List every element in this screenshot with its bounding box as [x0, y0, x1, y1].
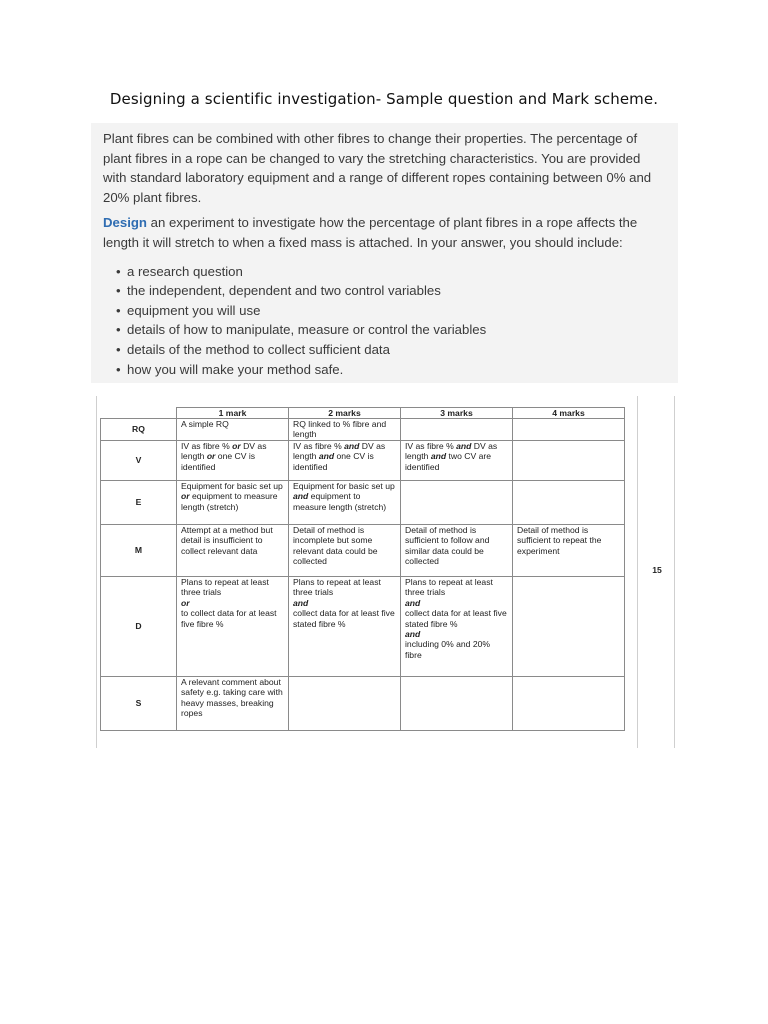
cell-text: including 0% and 20% fibre	[405, 639, 491, 660]
table-cell: Detail of method is sufficient to follow and similar data could be collected	[401, 525, 513, 577]
table-row	[101, 441, 625, 481]
table-cell	[289, 481, 401, 525]
mark-scheme-table	[100, 407, 625, 731]
table-cell: Attempt at a method but detail is insufficient to collect relevant data	[177, 525, 289, 577]
row-label: S	[101, 677, 177, 731]
list-item: • equipment you will use	[103, 301, 666, 321]
table-cell	[401, 577, 513, 677]
question-task-text: an experiment to investigate how the percentage of plant fibres in a rope affects the length it will stretch to when a fixed mass is attached. In your answer, you should include:	[103, 215, 638, 250]
question-box	[91, 123, 678, 383]
header-cell: 4 marks	[513, 408, 625, 419]
divider	[637, 396, 638, 748]
cell-text: Equipment for basic set up	[181, 481, 283, 491]
bullet-icon: •	[116, 361, 121, 377]
table-cell	[513, 481, 625, 525]
question-intro: Plant fibres can be combined with other fibres to change their properties. The percentage of plant fibres in a rope can be changed to vary the stretching characteristics. You are provided with standard laboratory equipment and a range of different ropes containing between 0% and 20% plant fibres.	[103, 131, 652, 205]
header-cell: 2 marks	[289, 408, 401, 419]
table-cell	[401, 481, 513, 525]
cell-text: DV as length	[293, 441, 386, 462]
cell-text: equipment to measure length (stretch)	[181, 491, 278, 512]
table-cell	[289, 441, 401, 481]
row-label: V	[101, 441, 177, 481]
table-cell: Detail of method is incomplete but some relevant data could be collected	[289, 525, 401, 577]
divider	[96, 396, 97, 748]
connector-word: and	[318, 451, 335, 462]
cell-text: collect data for at least five stated fibre %	[293, 608, 395, 629]
question-task	[103, 213, 666, 252]
table-cell	[289, 577, 401, 677]
connector-word: and	[430, 451, 447, 462]
table-cell	[513, 419, 625, 441]
cell-text: DV as length	[405, 441, 498, 462]
connector-word: or	[181, 491, 190, 502]
table-cell	[513, 577, 625, 677]
table-row	[101, 677, 625, 731]
table-cell	[177, 441, 289, 481]
list-item: • the independent, dependent and two control variables	[103, 281, 666, 301]
design-keyword: Design	[103, 215, 147, 231]
total-marks: 15	[652, 565, 662, 575]
table-cell	[289, 677, 401, 731]
row-label: D	[101, 577, 177, 677]
cell-text: to collect data for at least five fibre %	[181, 608, 277, 629]
list-item: • details of the method to collect sufficient data	[103, 340, 666, 360]
list-item: • details of how to manipulate, measure or control the variables	[103, 320, 666, 340]
cell-text: Equipment for basic set up	[293, 481, 395, 491]
table-cell: A relevant comment about safety e.g. taking care with heavy masses, breaking ropes	[177, 677, 289, 731]
cell-text: collect data for at least five stated fibre %	[405, 608, 507, 629]
connector-word: or	[232, 441, 241, 451]
header-cell: 3 marks	[401, 408, 513, 419]
connector-word: or	[181, 597, 190, 608]
connector-word: and	[405, 597, 421, 608]
table-header-row	[101, 408, 625, 419]
table-row	[101, 481, 625, 525]
table-cell: RQ linked to % fibre and length	[289, 419, 401, 441]
divider	[674, 396, 675, 748]
connector-word: and	[456, 441, 472, 451]
bullet-icon: •	[116, 322, 121, 338]
table-cell	[401, 677, 513, 731]
table-cell	[401, 419, 513, 441]
cell-text: IV as fibre %	[181, 441, 233, 451]
table-cell: A simple RQ	[177, 419, 289, 441]
table-cell	[513, 441, 625, 481]
row-label: M	[101, 525, 177, 577]
mark-scheme-scan	[96, 396, 676, 748]
page-title: Designing a scientific investigation- Sample question and Mark scheme.	[109, 90, 659, 108]
table-cell	[177, 481, 289, 525]
cell-text: two CV are identified	[405, 451, 491, 472]
cell-text: IV as fibre %	[293, 441, 345, 451]
bullet-icon: •	[116, 283, 121, 299]
header-cell: 1 mark	[177, 408, 289, 419]
row-label: RQ	[101, 419, 177, 441]
cell-text: equipment to measure length (stretch)	[293, 491, 387, 512]
table-row	[101, 577, 625, 677]
cell-text: Plans to repeat at least three trials	[181, 577, 269, 598]
table-cell: Detail of method is sufficient to repeat the experiment	[513, 525, 625, 577]
cell-text: DV as length	[181, 441, 267, 462]
cell-text: Plans to repeat at least three trials	[405, 577, 493, 598]
requirements-list	[103, 262, 666, 380]
bullet-icon: •	[116, 263, 121, 279]
connector-word: and	[344, 441, 360, 451]
cell-text: IV as fibre %	[405, 441, 457, 451]
table-cell	[401, 441, 513, 481]
table-cell	[177, 577, 289, 677]
list-item: • a research question	[103, 262, 666, 282]
connector-word: and	[405, 629, 421, 640]
list-item: • how you will make your method safe.	[103, 360, 666, 380]
cell-text: one CV is identified	[181, 451, 256, 472]
connector-word: and	[293, 491, 309, 502]
bullet-icon: •	[116, 302, 121, 318]
table-cell	[513, 677, 625, 731]
table-row	[101, 525, 625, 577]
cell-text: one CV is identified	[293, 451, 374, 472]
header-blank	[101, 408, 177, 419]
cell-text: Plans to repeat at least three trials	[293, 577, 381, 598]
bullet-icon: •	[116, 341, 121, 357]
table-row	[101, 419, 625, 441]
connector-word: or	[206, 451, 216, 462]
row-label: E	[101, 481, 177, 525]
connector-word: and	[293, 597, 309, 608]
